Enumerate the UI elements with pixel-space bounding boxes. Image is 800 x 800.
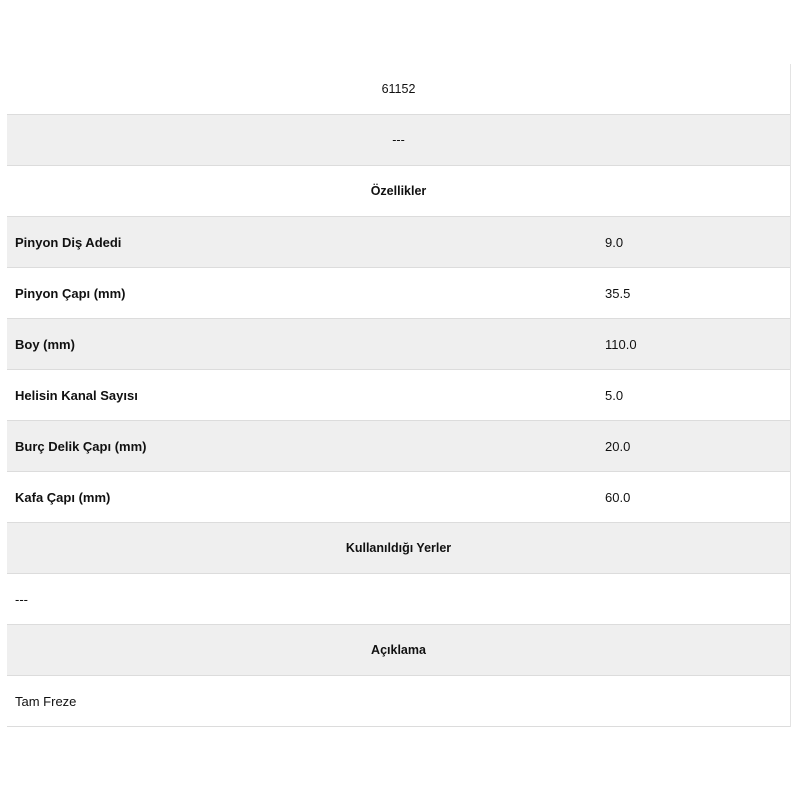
spec-value: 9.0 (605, 234, 624, 250)
usage-heading-row (7, 523, 790, 574)
product-code-row (7, 64, 790, 115)
spec-label: Pinyon Çapı (mm) (15, 285, 126, 301)
spec-value: 20.0 (605, 438, 631, 454)
spec-label: Helisin Kanal Sayısı (15, 387, 138, 403)
spec-row (7, 217, 790, 268)
product-subtitle-row (7, 115, 790, 166)
spec-row (7, 472, 790, 523)
description-heading-row (7, 625, 790, 676)
usage-heading: Kullanıldığı Yerler (345, 541, 452, 555)
usage-value-row (7, 574, 790, 625)
spec-row (7, 319, 790, 370)
spec-row (7, 268, 790, 319)
spec-label: Burç Delik Çapı (mm) (15, 438, 147, 454)
spec-value: 60.0 (605, 489, 631, 505)
spec-row (7, 421, 790, 472)
spec-row (7, 370, 790, 421)
specs-heading-row (7, 166, 790, 217)
description-value-row (7, 676, 790, 727)
specs-heading: Özellikler (370, 184, 427, 198)
product-subtitle: --- (392, 133, 405, 147)
spec-label: Boy (mm) (15, 336, 75, 352)
usage-value: --- (15, 591, 28, 607)
spec-value: 5.0 (605, 387, 624, 403)
description-value: Tam Freze (15, 693, 77, 709)
product-code: 61152 (381, 82, 416, 96)
spec-label: Kafa Çapı (mm) (15, 489, 111, 505)
spec-value: 35.5 (605, 285, 631, 301)
spec-value: 110.0 (605, 336, 637, 352)
product-spec-table (7, 64, 791, 727)
description-heading: Açıklama (371, 643, 426, 657)
spec-label: Pinyon Diş Adedi (15, 234, 122, 250)
